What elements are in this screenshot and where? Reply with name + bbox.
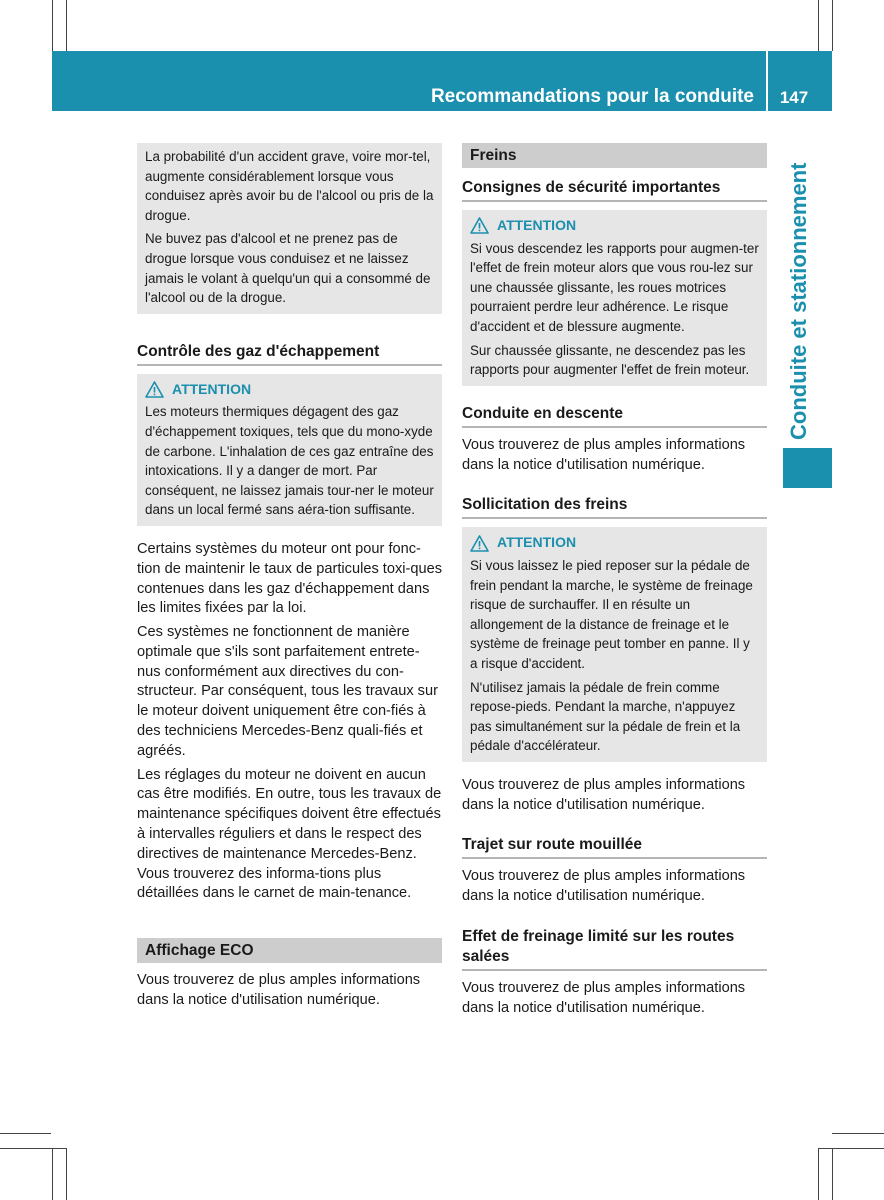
downhill-heading: Conduite en descente [462, 404, 767, 428]
page-number: 147 [779, 88, 809, 107]
safety-heading: Consignes de sécurité importantes [462, 178, 767, 202]
warning-triangle-icon [470, 535, 489, 552]
alcohol-warning-continuation [137, 143, 442, 314]
downhill-text: Vous trouverez de plus amples informations dans la notice d'utilisation numérique. [462, 436, 746, 473]
warning-paragraph: Si vous laissez le pied reposer sur la pédale de frein pendant la marche, le système de freinage risque de surchauffer. Il en résulte un allongement de la distance de freinage et le système de freinage peut tomber en panne. Il y a risque d'accident. [470, 557, 753, 671]
warning-triangle-icon [145, 381, 164, 398]
warning-paragraph: La probabilité d'un accident grave, voire mor-tel, augmente considérablement lorsque vous conduisez après avoir bu de l'alcool ou pris de la drogue. [145, 149, 434, 223]
side-tab-marker [783, 448, 832, 488]
crop-mark [66, 0, 67, 51]
brake-load-heading: Sollicitation des freins [462, 495, 767, 519]
page-header [52, 51, 766, 111]
eco-text: Vous trouverez de plus amples informations dans la notice d'utilisation numérique. [137, 972, 421, 1009]
brake-load-warning-box [462, 527, 767, 762]
warning-header [145, 380, 434, 400]
warning-header [470, 216, 759, 236]
body-paragraph: Les réglages du moteur ne doivent en aucun cas être modifiés. En outre, tous les travaux de maintenance spécifiques doivent être effectués à intervalles réguliers et dans le respect des directives de maintenance Mercedes-Benz. Vous trouverez des informa-tions plus détaillées dans le carnet de main-tenance. [137, 766, 442, 902]
crop-mark [52, 1148, 53, 1200]
salted-road-text: Vous trouverez de plus amples informations dans la notice d'utilisation numérique. [462, 980, 746, 1016]
left-column [137, 143, 442, 1011]
crop-mark [818, 1148, 884, 1149]
body-paragraph: Certains systèmes du moteur ont pour fonc-tion de maintenir le taux de particules toxi-ques contenues dans les gaz d'échappement dans les limites fixées par la loi. [137, 540, 443, 617]
wet-road-heading: Trajet sur route mouillée [462, 835, 767, 859]
body-paragraph: Ces systèmes ne fonctionnent de manière optimale que s'ils sont parfaitement entrete-nus conformément aux directives du con-structeur. Par conséquent, tous les travaux sur le moteur doivent uniquement être con-fiés à des techniciens Mercedes-Benz quali-fiés et agréés. [137, 624, 438, 759]
crop-mark [52, 0, 53, 51]
safety-warning-box [462, 210, 767, 386]
chapter-title: Recommandations pour la conduite [430, 86, 754, 107]
warning-label: ATTENTION [497, 217, 577, 233]
crop-mark [66, 1148, 67, 1200]
brake-load-text: Vous trouverez de plus amples informations dans la notice d'utilisation numérique. [462, 776, 746, 813]
crop-mark [818, 1148, 819, 1200]
warning-triangle-icon [470, 217, 489, 234]
wet-road-text: Vous trouverez de plus amples informations dans la notice d'utilisation numérique. [462, 868, 746, 905]
warning-paragraph: Sur chaussée glissante, ne descendez pas les rapports pour augmenter l'effet de frein moteur. [470, 342, 750, 378]
crop-mark [0, 1148, 66, 1149]
brakes-section-heading: Freins [462, 143, 767, 168]
eco-section-heading: Affichage ECO [137, 938, 442, 963]
warning-paragraph: Si vous descendez les rapports pour augmen-ter l'effet de frein moteur alors que vous rou-lez sur une chaussée glissante, les roues motrices pourraient perdre leur adhérence. Le risque d'accident et de blessure augmente. [470, 240, 759, 334]
side-tab-label: Conduite et stationnement [786, 162, 811, 440]
exhaust-warning-box [137, 374, 442, 526]
right-column [462, 143, 767, 1019]
crop-mark [0, 1133, 51, 1134]
warning-label: ATTENTION [172, 380, 252, 397]
page-number-box [768, 51, 832, 111]
exhaust-heading: Contrôle des gaz d'échappement [137, 342, 442, 366]
warning-paragraph: Ne buvez pas d'alcool et ne prenez pas de drogue lorsque vous conduisez et ne laissez jamais le volant à quelqu'un qui a consommé de l'alcool ou de la drogue. [145, 231, 431, 306]
warning-paragraph: Les moteurs thermiques dégagent des gaz d'échappement toxiques, tels que du mono-xyde de carbone. L'inhalation de ces gaz entraîne des intoxications. Il y a danger de mort. Par conséquent, ne laissez jamais tour-ner le moteur dans un local fermé sans aéra-tion suffisante. [145, 404, 434, 518]
crop-mark [832, 1133, 884, 1134]
crop-mark [832, 0, 833, 51]
crop-mark [818, 0, 819, 51]
warning-header [470, 533, 759, 553]
crop-mark [832, 1148, 833, 1200]
warning-paragraph: N'utilisez jamais la pédale de frein comme repose-pieds. Pendant la marche, n'appuyez pas simultanément sur la pédale de frein et la pédale d'accélérateur. [470, 679, 741, 754]
salted-road-heading: Effet de freinage limité sur les routes salées [462, 927, 767, 971]
warning-label: ATTENTION [497, 534, 577, 551]
